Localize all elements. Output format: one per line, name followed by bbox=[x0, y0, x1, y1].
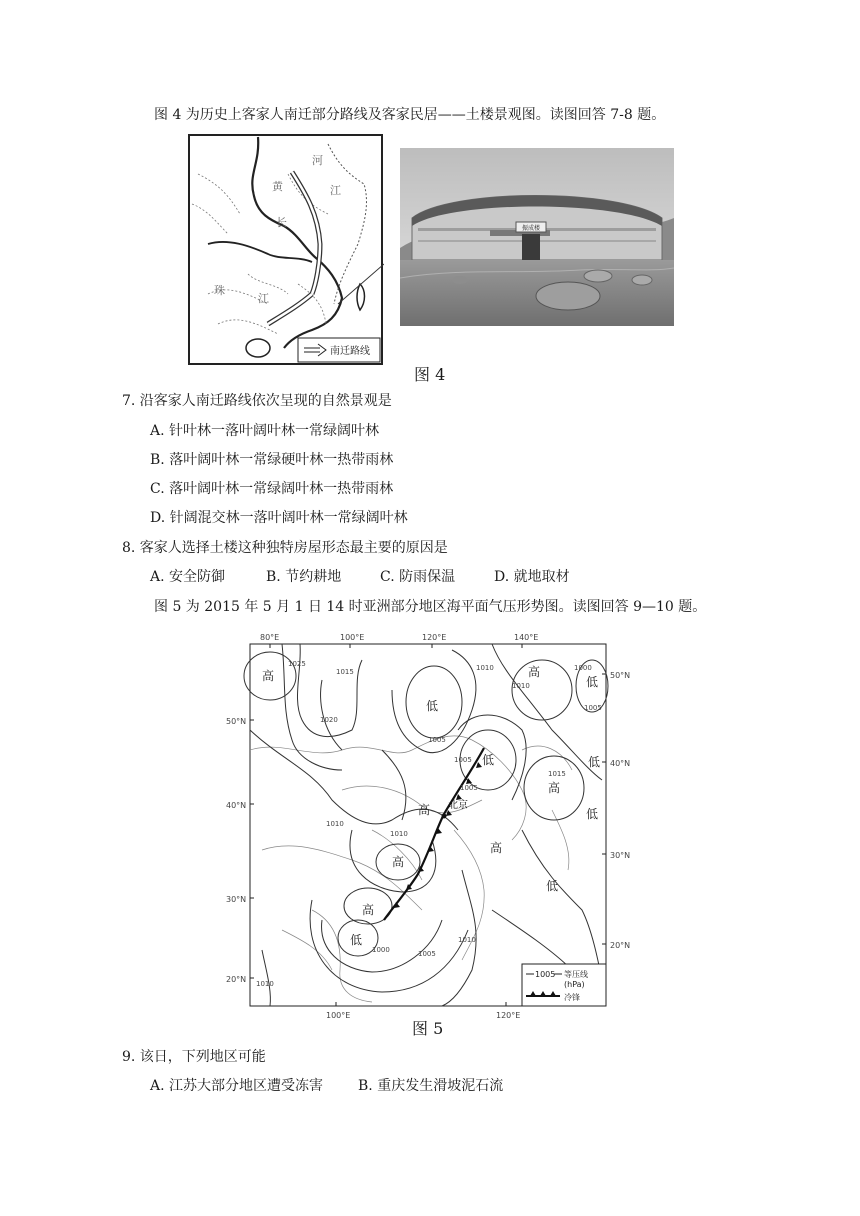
q9-option-a[interactable]: A. 江苏大部分地区遭受冻害 bbox=[150, 1078, 324, 1094]
isobar-label-2: 1015 bbox=[336, 668, 354, 676]
center-high-7: 高 bbox=[362, 903, 375, 917]
tulou-photo bbox=[400, 148, 674, 326]
q8-option-b[interactable]: B. 节约耕地 bbox=[266, 569, 342, 585]
q8-option-a[interactable]: A. 安全防御 bbox=[150, 569, 226, 585]
q8-stem: 8. 客家人选择土楼这种独特房屋形态最主要的原因是 bbox=[122, 540, 448, 556]
center-low-3: 低 bbox=[546, 879, 559, 893]
center-high-2: 高 bbox=[528, 665, 541, 679]
beijing-marker bbox=[442, 814, 447, 819]
center-high-6: 高 bbox=[392, 855, 405, 869]
lon-top-120: 120°E bbox=[422, 633, 447, 642]
lon-bottom-100: 100°E bbox=[326, 1011, 351, 1020]
lat-right-40: 40°N bbox=[610, 759, 631, 768]
isobar-label-11: 1010 bbox=[326, 820, 344, 828]
isobar-label-8: 1015 bbox=[548, 770, 566, 778]
center-low-7: 低 bbox=[588, 755, 601, 769]
center-high-1: 高 bbox=[262, 669, 275, 683]
q7-stem: 7. 沿客家人南迁路线依次呈现的自然景观是 bbox=[122, 393, 392, 409]
q7-option-c[interactable]: C. 落叶阔叶林一常绿阔叶林一热带雨林 bbox=[150, 481, 394, 497]
isobar-label-3: 1020 bbox=[320, 716, 338, 724]
legend-isobar-value: 1005 bbox=[535, 970, 556, 979]
q9-stem: 9. 该日，下列地区可能 bbox=[122, 1049, 266, 1065]
isobar-label-16: 1010 bbox=[458, 936, 476, 944]
q7-option-d[interactable]: D. 针阔混交林一落叶阔叶林一常绿阔叶林 bbox=[150, 510, 408, 526]
q9-option-b[interactable]: B. 重庆发生滑坡泥石流 bbox=[358, 1078, 504, 1094]
isobar-label-4: 1010 bbox=[476, 664, 494, 672]
isobar-label-17: 1010 bbox=[256, 980, 274, 988]
legend-route-label: 南迁路线 bbox=[330, 346, 370, 357]
hakka-migration-map bbox=[188, 134, 384, 366]
isobar-label-12: 1010 bbox=[390, 830, 408, 838]
lat-left-50: 50°N bbox=[226, 717, 247, 726]
map-label-chang: 长 bbox=[276, 216, 287, 229]
isobar-label-13: 1005 bbox=[460, 784, 478, 792]
legend-front-text: 冷锋 bbox=[564, 993, 580, 1002]
center-high-5: 高 bbox=[490, 841, 503, 855]
map-label-zhu: 珠 bbox=[214, 284, 225, 297]
isobar-label-6: 1005 bbox=[454, 756, 472, 764]
center-low-1: 低 bbox=[586, 675, 599, 689]
map-label-jiang-1: 江 bbox=[330, 184, 341, 197]
lat-right-20: 20°N bbox=[610, 941, 631, 950]
center-low-5: 低 bbox=[482, 753, 495, 767]
legend-isobar-unit: (hPa) bbox=[564, 980, 585, 989]
isobar-label-7: 1010 bbox=[512, 682, 530, 690]
city-beijing-label: 北京 bbox=[448, 800, 468, 811]
q8-option-d[interactable]: D. 就地取材 bbox=[494, 569, 570, 585]
fig4-intro: 图 4 为历史上客家人南迁部分路线及客家民居——土楼景观图。读图回答 7-8 题。 bbox=[154, 107, 666, 123]
map-label-he: 河 bbox=[312, 154, 323, 167]
fig5-intro: 图 5 为 2015 年 5 月 1 日 14 时亚洲部分地区海平面气压形势图。读图回答 9—10 题。 bbox=[154, 599, 707, 615]
lat-left-30: 30°N bbox=[226, 895, 247, 904]
fig5-caption: 图 5 bbox=[412, 1019, 444, 1038]
lon-bottom-120: 120°E bbox=[496, 1011, 521, 1020]
lat-right-30: 30°N bbox=[610, 851, 631, 860]
isobar-label-15: 1005 bbox=[418, 950, 436, 958]
weather-legend bbox=[522, 964, 606, 1006]
center-high-4: 高 bbox=[418, 803, 431, 817]
lat-left-20: 20°N bbox=[226, 975, 247, 984]
center-high-3: 高 bbox=[548, 781, 561, 795]
legend-isobar-text: 等压线 bbox=[564, 970, 588, 979]
isobar-label-1: 1025 bbox=[288, 660, 306, 668]
lat-left-40: 40°N bbox=[226, 801, 247, 810]
lon-top-100: 100°E bbox=[340, 633, 365, 642]
isobar-label-10: 1005 bbox=[584, 704, 602, 712]
isobar-label-5: 1005 bbox=[428, 736, 446, 744]
lon-top-80: 80°E bbox=[260, 633, 280, 642]
center-low-2: 低 bbox=[426, 699, 439, 713]
center-low-4: 低 bbox=[586, 807, 599, 821]
isobar-label-9: 1000 bbox=[574, 664, 592, 672]
lat-right-50: 50°N bbox=[610, 671, 631, 680]
tulou-sign: 振成楼 bbox=[521, 225, 541, 232]
q7-option-b[interactable]: B. 落叶阔叶林一常绿硬叶林一热带雨林 bbox=[150, 452, 394, 468]
isobar-label-14: 1000 bbox=[372, 946, 390, 954]
fig4-caption: 图 4 bbox=[414, 365, 446, 384]
lon-top-140: 140°E bbox=[514, 633, 539, 642]
q8-option-c[interactable]: C. 防雨保温 bbox=[380, 569, 456, 585]
center-low-6: 低 bbox=[350, 933, 363, 947]
map-label-jiang-2: 江 bbox=[258, 292, 269, 305]
q7-option-a[interactable]: A. 针叶林一落叶阔叶林一常绿阔叶林 bbox=[150, 423, 380, 439]
map-label-huang: 黄 bbox=[272, 180, 283, 193]
sea-level-pressure-map bbox=[222, 630, 638, 1022]
